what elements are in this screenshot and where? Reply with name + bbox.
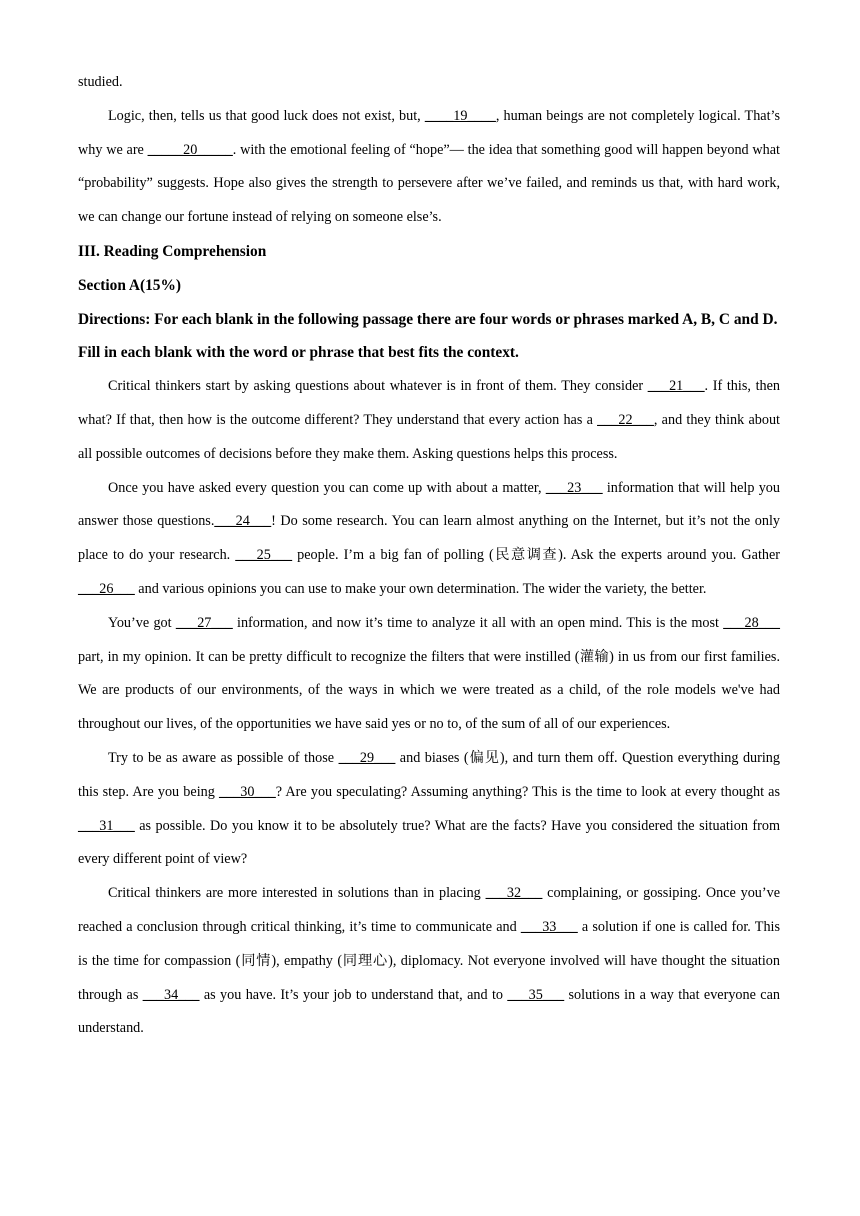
text-run: Critical thinkers are more interested in solutions than in placing: [108, 885, 486, 902]
text-run: Once you have asked every question you can come up with about a matter,: [108, 479, 546, 496]
answer-blank: ___34___: [142, 986, 200, 1003]
answer-blank: ___24___: [214, 513, 272, 530]
text-run: complaining, or gossiping. Once you’ve reached a conclusion through critical thinking, it’s time to communicate and: [78, 885, 781, 935]
text-run: Try to be as aware as possible of those: [108, 749, 339, 766]
text-run: as you have. It’s your job to understand that, and to: [199, 986, 508, 1003]
section-heading: Section A(15%): [78, 276, 182, 294]
paragraph: [78, 742, 780, 877]
text-run: and various opinions you can use to make your own determination. The wider the variety, the better.: [134, 580, 707, 597]
text-run: studied.: [78, 74, 123, 90]
text-run: solutions in a way that everyone can understand.: [78, 986, 780, 1037]
answer-blank: ___21___: [647, 378, 705, 395]
answer-blank: ___26___: [78, 580, 135, 597]
answer-blank: ___32___: [485, 885, 543, 902]
answer-blank: ___27___: [175, 614, 233, 631]
text-run: ! Do some research. You can learn almost anything on the Internet, but it’s not the only place to do your research.: [78, 513, 780, 564]
text-run: , human beings are not completely logical. That’s why we are: [78, 107, 780, 158]
text-run: ? Are you speculating? Assuming anything? This is the time to look at every thought as: [275, 783, 780, 800]
text-run: information that will help you answer those questions.: [78, 479, 780, 530]
paragraph: [78, 877, 780, 1046]
section-heading: Directions: For each blank in the following passage there are four words or phrases marked A, B, C and D. Fill in each blank with the word or phrase that best fits the context.: [78, 310, 778, 362]
text-run: , and they think about all possible outcomes of decisions before they make them. Asking questions helps this process.: [78, 411, 780, 462]
answer-blank: ___22___: [597, 411, 654, 428]
text-run: . If this, then what? If that, then how is the outcome different? They understand that every action has a: [78, 378, 780, 428]
text-run: You’ve got: [108, 614, 176, 631]
text-run: people. I’m a big fan of polling (民意调查). Ask the experts around you. Gather: [292, 547, 780, 564]
answer-blank: ___31___: [78, 817, 135, 834]
answer-blank: ___35___: [507, 986, 565, 1003]
text-run: Logic, then, tells us that good luck does not exist, but,: [108, 107, 425, 124]
text-run: as possible. Do you know it to be absolutely true? What are the facts? Have you considered the situation from every different point of view?: [78, 817, 780, 868]
answer-blank: ___28___: [723, 614, 780, 631]
paragraph: [78, 370, 780, 471]
document-page: [78, 66, 780, 1046]
text-run: part, in my opinion. It can be pretty difficult to recognize the filters that were instilled (灌输) in us from our first families. We are products of our environments, of the ways in which we were treated as a child, of the role models we've had throughout our lives, of the opportunities we have said yes or no to, of the sum of all of our experiences.: [78, 648, 780, 733]
text-run: information, and now it’s time to analyze it all with an open mind. This is the most: [232, 614, 724, 631]
paragraph: [78, 100, 780, 235]
answer-blank: ____19____: [424, 107, 496, 124]
text-run: . with the emotional feeling of “hope”— the idea that something good will happen beyond what “probability” suggests. Hope also gives the strength to persevere after we’ve failed, and reminds us that, with hard work, we can change our fortune instead of relying on someone else’s.: [78, 141, 780, 226]
text-run: and biases (偏见), and turn them off. Question everything during this step. Are you being: [78, 749, 780, 800]
answer-blank: ___33___: [520, 918, 578, 935]
section-heading: III. Reading Comprehension: [78, 242, 267, 260]
answer-blank: ___23___: [545, 479, 603, 496]
text-run: a solution if one is called for. This is the time for compassion (同情), empathy (同理心), diplomacy. Not everyone involved will have thought the situation through as: [78, 918, 781, 1003]
answer-blank: ___29___: [338, 749, 396, 766]
answer-blank: ___25___: [235, 547, 293, 564]
paragraph: [78, 472, 780, 607]
text-run: Critical thinkers start by asking questions about whatever is in front of them. They consider: [108, 378, 648, 395]
paragraph: [78, 66, 780, 100]
answer-blank: ___30___: [219, 783, 276, 800]
paragraph: [78, 607, 780, 742]
answer-blank: _____20_____: [147, 141, 233, 158]
